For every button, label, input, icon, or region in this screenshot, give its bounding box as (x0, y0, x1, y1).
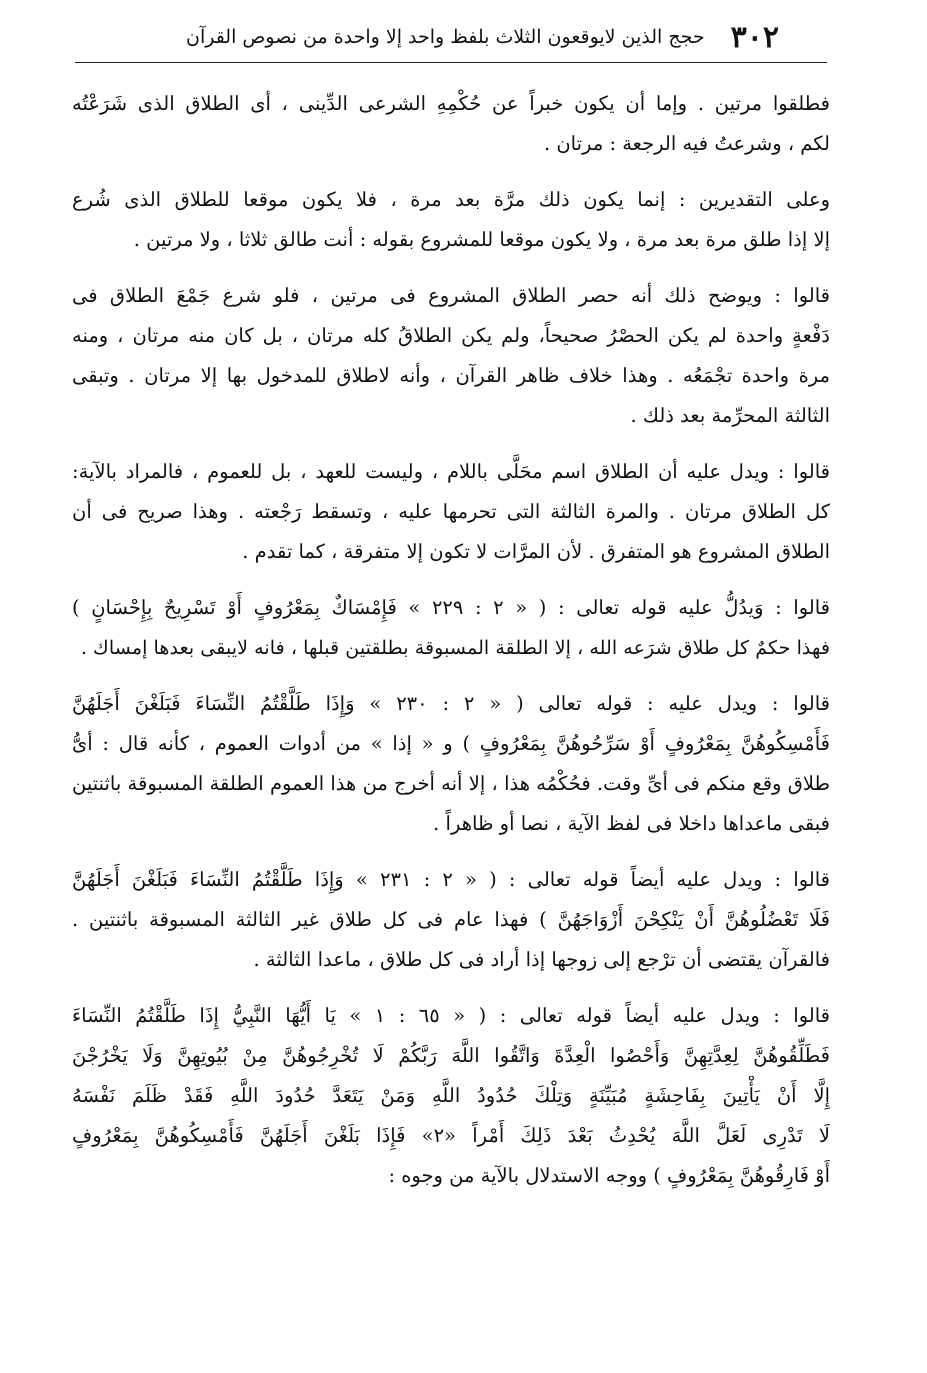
body-text (72, 84, 830, 1196)
text-line: طلاق وقع منكم فى أىِّ وقت. فحُكْمُه هذا ، إلا أنه أخرج من هذا العموم الطلقة المسبوقة باثنتين (72, 772, 830, 795)
text-line: قالوا : ويدل عليه أيضاً قوله تعالى : ( « ٢ : ٢٣١ » وَإِذَا طَلَّقْتُمُ النِّسَاءَ فَبَلَغْنَ أَجَلَهُنَّ (72, 868, 830, 891)
text-line: الثالثة المحرِّمة بعد ذلك . (630, 404, 830, 427)
text-line: فَطَلِّقُوهُنَّ لِعِدَّتِهِنَّ وَأَحْصُوا الْعِدَّةَ وَاتَّقُوا اللَّهَ رَبَّكُمْ لَا تُخْرِجُوهُنَّ مِنْ بُيُوتِهِنَّ وَلَا يَخْرُجْنَ (72, 1044, 830, 1067)
text-line: قالوا : ويدل عليه أن الطلاق اسم محَلَّى باللام ، وليست للعهد ، بل للعموم ، فالمراد بالآية: (72, 460, 830, 483)
page-number: ٣٠٢ (730, 19, 779, 55)
text-line: كل الطلاق مرتان . والمرة الثالثة التى تحرمها عليه ، وتسقط رَجْعته . وهذا صريح فى أن (72, 500, 830, 523)
page-header (75, 14, 827, 60)
text-line: لكم ، وشرعتُ فيه الرجعة : مرتان . (543, 132, 830, 155)
text-line: فالقرآن يقتضى أن ترْجع إلى زوجها إذا أراد فى كل طلاق ، ماعدا الثالثة . (253, 948, 830, 971)
text-line: قالوا : ويوضح ذلك أنه حصر الطلاق المشروع فى مرتين ، فلو شرع جَمْعَ الطلاق فى (72, 284, 830, 307)
text-line: قالوا : وَيدُلُّ عليه قوله تعالى : ( « ٢ : ٢٢٩ » فَإِمْسَاكٌ بِمَعْرُوفٍ أَوْ تَسْرِيحٌ بِإِحْسَانٍ ) (72, 596, 830, 619)
text-line: وعلى التقديرين : إنما يكون ذلك مرَّة بعد مرة ، فلا يكون موقعا للطلاق الذى شُرع (72, 188, 830, 211)
text-line: لَا تَدْرِى لَعَلَّ اللَّهَ يُحْدِثُ بَعْدَ ذَلِكَ أَمْراً «٢» فَإِذَا بَلَغْنَ أَجَلَهُنَّ فَأَمْسِكُوهُنَّ بِمَعْرُوفٍ (72, 1124, 830, 1147)
text-line: إِلَّا أَنْ يَأْتِينَ بِفَاحِشَةٍ مُبَيِّنَةٍ وَتِلْكَ حُدُودُ اللَّهِ وَمَنْ يَتَعَدَّ حُدُودَ اللَّهِ فَقَدْ ظَلَمَ نَفْسَهُ (72, 1084, 830, 1107)
running-title: حجج الذين لايوقعون الثلاث بلفظ واحد إلا واحدة من نصوص القرآن (185, 26, 705, 48)
text-line: دَفْعةٍ واحدة لم يكن الحصْرُ صحيحاً، ولم يكن الطلاقُ كله مرتان ، بل كان منه مرتان ، ومنه (72, 324, 830, 347)
header-rule (75, 62, 827, 63)
text-line: فَأَمْسِكُوهُنَّ بِمَعْرُوفٍ أَوْ سَرِّحُوهُنَّ بِمَعْرُوفٍ ) و « إذا » من أدوات العموم ، كأنه قال : أىُّ (72, 732, 830, 755)
paragraph (72, 684, 830, 844)
paragraph (72, 276, 830, 436)
text-line: فهذا حكمٌ كل طلاق شرَعه الله ، إلا الطلقة المسبوقة بطلقتين قبلها ، فانه لايبقى بعدها إمساك . (80, 636, 830, 659)
paragraph (72, 996, 830, 1196)
text-line: فبقى ماعداها داخلا فى لفظ الآية ، نصا أو ظاهراً . (433, 812, 830, 835)
paragraph (72, 452, 830, 572)
text-line: قالوا : ويدل عليه : قوله تعالى ( « ٢ : ٢٣٠ » وَإِذَا طَلَّقْتُمُ النِّسَاءَ فَبَلَغْنَ أَجَلَهُنَّ (72, 692, 830, 715)
text-line: قالوا : ويدل عليه أيضاً قوله تعالى : ( « ٦٥ : ١ » يَا أَيُّهَا النَّبِيُّ إِذَا طَلَّقْتُمُ النِّسَاءَ (72, 1004, 830, 1027)
text-line: فَلَا تَعْضُلُوهُنَّ أَنْ يَنْكِحْنَ أَزْوَاجَهُنَّ ) فهذا عام فى كل طلاق غير الثالثة المسبوقة باثنتين . (72, 908, 830, 931)
text-line: فطلقوا مرتين . وإما أن يكون خبراً عن حُكْمِهِ الشرعى الدِّينى ، أى الطلاق الذى شَرَعْتُه (72, 92, 830, 115)
text-line: إلا إذا طلق مرة بعد مرة ، ولا يكون موقعا للمشروع بقوله : أنت طالق ثلاثا ، ولا مرتين . (133, 228, 830, 251)
text-line: أَوْ فَارِقُوهُنَّ بِمَعْرُوفٍ ) ووجه الاستدلال بالآية من وجوه : (388, 1164, 830, 1187)
paragraph (72, 180, 830, 260)
paragraph (72, 860, 830, 980)
paragraph (72, 84, 830, 164)
text-line: الطلاق المشروع هو المتفرق . لأن المرَّات لا تكون إلا متفرقة ، كما تقدم . (242, 540, 830, 563)
paragraph (72, 588, 830, 668)
text-line: مرة واحدة تجْمَعُه . وهذا خلاف ظاهر القرآن ، وأنه لاطلاق للمدخول بها إلا مرتان . وتبقى (72, 364, 830, 387)
